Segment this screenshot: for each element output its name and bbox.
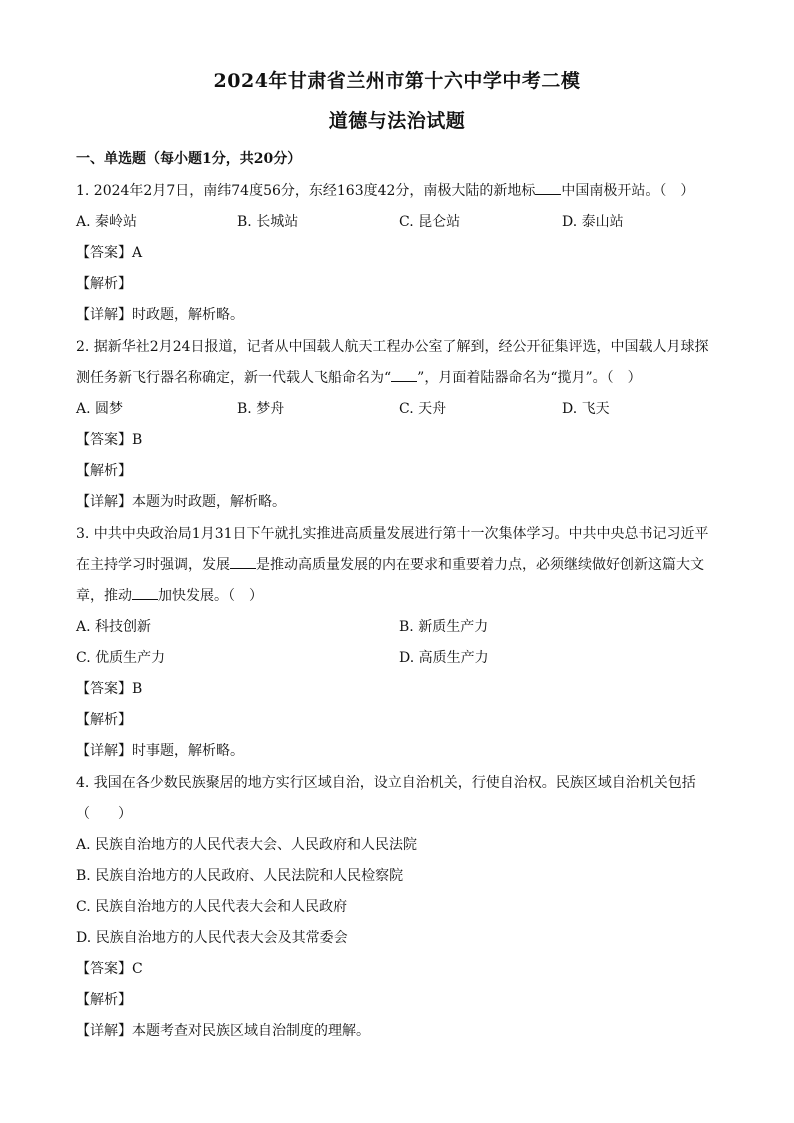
question-2-stem-line2-part1: 测任务新飞行器名称确定，新一代载人飞船命名为“ [76,370,392,386]
question-1-detail: 【详解】时政题，解析略。 [76,307,244,323]
question-4-option-b: B. 民族自治地方的人民政府、人民法院和人民检察院 [76,868,404,884]
exam-subject: 道德与法治试题 [328,110,466,132]
question-3-answer: 【答案】B [76,681,143,697]
question-3-option-a: A. 科技创新 [76,619,152,635]
question-4-stem-line1: 4. 我国在各少数民族聚居的地方实行区域自治，设立自治机关，行使自治权。民族区域自治机关包括 [76,775,696,791]
question-4-option-a: A. 民族自治地方的人民代表大会、人民政府和人民法院 [76,837,418,853]
question-1-option-c: C. 昆仑站 [399,214,461,230]
question-1-option-b: B. 长城站 [237,214,299,230]
question-2-stem-line2 [76,367,642,387]
question-2-detail: 【详解】本题为时政题，解析略。 [76,494,286,510]
question-4-answer: 【答案】C [76,961,143,977]
question-2-option-b: B. 梦舟 [237,401,285,417]
question-3-detail: 【详解】时事题，解析略。 [76,743,244,759]
question-1-analysis: 【解析】 [76,276,132,292]
question-2-option-d: D. 飞天 [562,401,610,417]
question-1-stem-part1: 1. 2024年2月7日，南纬74度56分，东经163度42分，南极大陆的新地标 [76,183,536,199]
answer-blank [391,369,417,382]
question-1-stem [76,180,694,200]
question-4-option-c: C. 民族自治地方的人民代表大会和人民政府 [76,899,348,915]
question-4-detail: 【详解】本题考查对民族区域自治制度的理解。 [76,1023,370,1039]
question-2-stem-line1: 2. 据新华社2月24日报道，记者从中国载人航天工程办公室了解到，经公开征集评选，中国载人月球探 [76,339,709,355]
exam-title: 2024年甘肃省兰州市第十六中学中考二模 [213,70,581,92]
question-1-option-a: A. 秦岭站 [76,214,138,230]
question-3-stem-line3 [76,585,263,605]
question-4-analysis: 【解析】 [76,992,132,1008]
question-1-answer: 【答案】A [76,245,143,261]
question-3-stem-line2-part1: 在主持学习时强调，发展 [76,557,230,573]
question-3-option-d: D. 高质生产力 [399,650,489,666]
question-4-option-d: D. 民族自治地方的人民代表大会及其常委会 [76,930,348,946]
question-3-stem-line3-part2: 加快发展。（ ） [158,588,263,604]
question-3-stem-line3-part1: 章，推动 [76,588,132,604]
question-1-option-d: D. 泰山站 [562,214,624,230]
question-2-answer: 【答案】B [76,432,143,448]
question-1-stem-part2: 中国南极开站。（ ） [561,183,695,199]
question-3-option-b: B. 新质生产力 [399,619,489,635]
answer-blank [230,556,256,569]
question-3-stem-line2 [76,554,704,574]
question-4-stem-line2: （ ） [76,806,132,822]
question-3-stem-line1: 3. 中共中央政治局1月31日下午就扎实推进高质量发展进行第十一次集体学习。中共中央总书记习近平 [76,526,709,542]
answer-blank [132,587,158,600]
question-3-option-c: C. 优质生产力 [76,650,166,666]
question-2-option-c: C. 天舟 [399,401,447,417]
question-3-stem-line2-part2: 是推动高质量发展的内在要求和重要着力点，必须继续做好创新这篇大文 [256,557,704,573]
question-2-analysis: 【解析】 [76,463,132,479]
section-heading: 一、单选题（每小题1分，共20分） [76,151,302,167]
question-2-stem-line2-part2: ”，月面着陆器命名为“揽月”。（ ） [417,370,642,386]
answer-blank [535,182,561,195]
question-3-analysis: 【解析】 [76,712,132,728]
question-2-option-a: A. 圆梦 [76,401,124,417]
